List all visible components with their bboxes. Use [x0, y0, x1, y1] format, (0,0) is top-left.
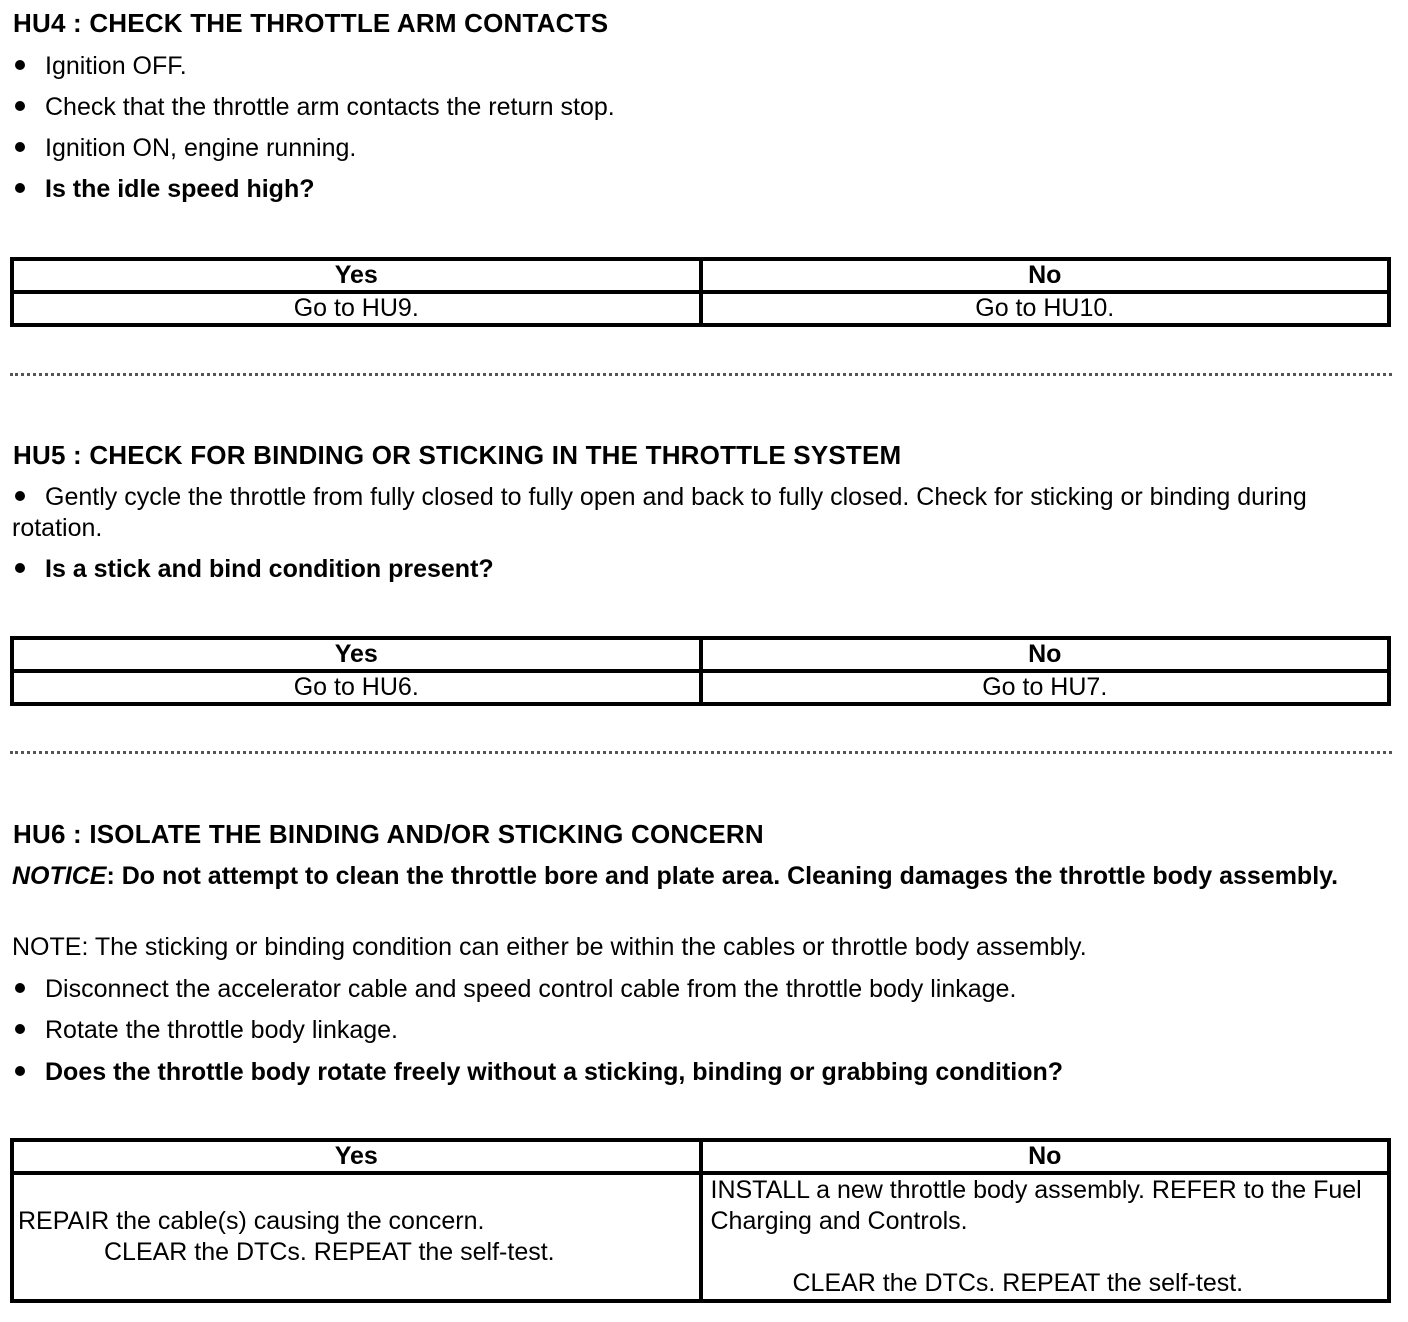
hu6-step-1-text: Disconnect the accelerator cable and speed control cable from the throttle body linkage.	[45, 975, 1017, 1003]
hu6-question	[12, 1058, 1063, 1087]
hu5-result-table	[10, 636, 1391, 706]
bullet-icon	[15, 983, 25, 993]
hu5-yes-header: Yes	[12, 638, 701, 671]
hu5-no-action: Go to HU7.	[701, 671, 1390, 704]
hu6-notice-label: NOTICE	[12, 862, 107, 890]
hu4-question	[12, 175, 314, 204]
hu6-yes-action-line-1: REPAIR the cable(s) causing the concern.	[18, 1207, 485, 1235]
section-divider	[10, 373, 1392, 376]
hu6-no-action	[701, 1173, 1390, 1301]
hu6-title: HU6 : ISOLATE THE BINDING AND/OR STICKING CONCERN	[13, 819, 764, 849]
hu4-question-text: Is the idle speed high?	[45, 175, 315, 203]
bullet-icon	[15, 142, 25, 152]
hu4-step-2	[12, 93, 615, 122]
hu5-step-1	[12, 482, 1382, 544]
hu4-no-action: Go to HU10.	[701, 292, 1390, 325]
hu5-step-1-text: Gently cycle the throttle from fully closed to fully open and back to fully closed. Check for sticking or binding during rotation.	[12, 483, 1307, 542]
bullet-icon	[15, 1024, 25, 1034]
hu5-question	[12, 555, 494, 584]
hu5-title: HU5 : CHECK FOR BINDING OR STICKING IN THE THROTTLE SYSTEM	[13, 440, 902, 470]
hu6-note: NOTE: The sticking or binding condition can either be within the cables or throttle body assembly.	[12, 933, 1087, 961]
hu4-yes-action: Go to HU9.	[12, 292, 701, 325]
hu4-step-1-text: Ignition OFF.	[45, 52, 187, 80]
hu4-step-1	[12, 52, 187, 81]
hu4-result-table	[10, 257, 1391, 327]
hu6-yes-header: Yes	[12, 1140, 701, 1173]
hu6-notice	[12, 861, 1382, 892]
hu5-yes-action: Go to HU6.	[12, 671, 701, 704]
hu4-no-header: No	[701, 259, 1390, 292]
bullet-icon	[15, 1066, 25, 1076]
bullet-icon	[15, 563, 25, 573]
hu6-no-action-line-2: CLEAR the DTCs. REPEAT the self-test.	[792, 1269, 1244, 1297]
hu6-question-text: Does the throttle body rotate freely without a sticking, binding or grabbing condition?	[45, 1058, 1064, 1086]
bullet-icon	[15, 101, 25, 111]
bullet-icon	[15, 491, 25, 501]
hu6-yes-action-line-2: CLEAR the DTCs. REPEAT the self-test.	[104, 1238, 555, 1266]
hu6-step-1	[12, 975, 1016, 1004]
hu4-step-2-text: Check that the throttle arm contacts the return stop.	[45, 93, 615, 121]
hu6-step-2	[12, 1016, 398, 1045]
hu4-step-3	[12, 134, 356, 163]
hu4-yes-header: Yes	[12, 259, 701, 292]
hu4-title: HU4 : CHECK THE THROTTLE ARM CONTACTS	[13, 8, 609, 38]
hu6-notice-text: : Do not attempt to clean the throttle bore and plate area. Cleaning damages the throttle body assembly.	[106, 862, 1339, 890]
hu6-step-2-text: Rotate the throttle body linkage.	[45, 1016, 399, 1044]
hu4-step-3-text: Ignition ON, engine running.	[45, 134, 357, 162]
hu6-yes-action	[12, 1173, 701, 1301]
bullet-icon	[15, 183, 25, 193]
hu6-no-action-line-1: INSTALL a new throttle body assembly. REFER to the Fuel Charging and Controls.	[710, 1176, 1362, 1235]
bullet-icon	[15, 60, 25, 70]
hu5-no-header: No	[701, 638, 1390, 671]
hu5-question-text: Is a stick and bind condition present?	[45, 555, 494, 583]
section-divider	[10, 751, 1392, 754]
hu6-result-table	[10, 1138, 1391, 1303]
hu6-no-header: No	[701, 1140, 1390, 1173]
